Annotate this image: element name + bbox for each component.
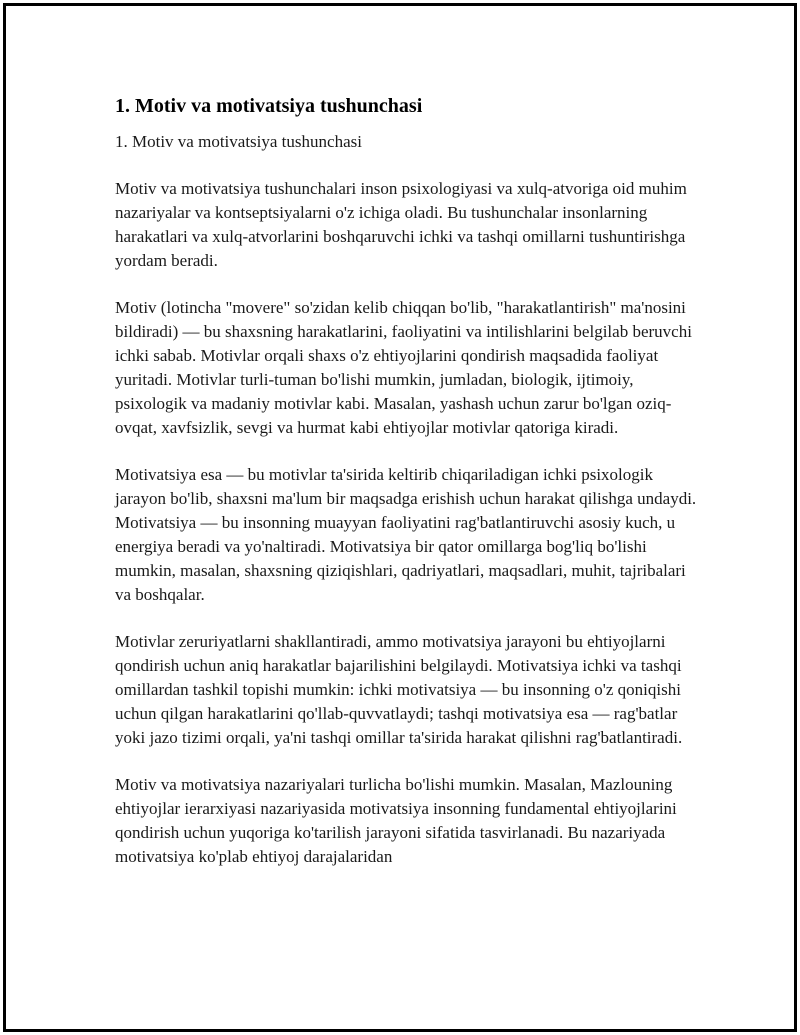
document-body <box>115 92 700 892</box>
section-subheading: 1. Motiv va motivatsiya tushunchasi <box>115 132 362 151</box>
paragraph-1: Motiv va motivatsiya tushunchalari inson psixologiyasi va xulq-atvoriga oid muhim nazariyalar va kontseptsiyalarni o'z ichiga oladi. Bu tushunchalar insonlarning harakatlari va xulq-atvorlarini boshqaruvchi ichki va tashqi omillarni tushuntirishga yordam beradi. <box>115 179 687 271</box>
paragraph-5: Motiv va motivatsiya nazariyalari turlicha bo'lishi mumkin. Masalan, Mazlouning ehtiyojlar ierarxiyasi nazariyasida motivatsiya insonning fundamental ehtiyojlarini qondirish uchun yuqoriga ko'tarilish jarayoni sifatida tasvirlanadi. Bu nazariyada motivatsiya ko'plab ehtiyoj darajalaridan <box>115 774 677 867</box>
paragraph-4: Motivlar zeruriyatlarni shakllantiradi, ammo motivatsiya jarayoni bu ehtiyojlarni qondirish uchun aniq harakatlar bajarilishini belgilaydi. Motivatsiya ichki va tashqi omillardan tashkil topishi mumkin: ichki motivatsiya — bu insonning o'z qoniqishi uchun qilgan harakatlarini qo'llab-quvvatlaydi; tashqi motivatsiya esa — rag'batlar yoki jazo tizimi orqali, ya'ni tashqi omillar ta'sirida harakat qilishni rag'batlantiradi. <box>115 632 683 748</box>
paragraph-2: Motiv (lotincha "movere" so'zidan kelib chiqqan bo'lib, "harakatlantirish" ma'nosini bildiradi) — bu shaxsning harakatlarini, faoliyatini va intilishlarini belgilab beruvchi ichki sabab. Motivlar orqali shaxs o'z ehtiyojlarini qondirish maqsadida faoliyat yuritadi. Motivlar turli-tuman bo'lishi mumkin, jumladan, biologik, ijtimoiy, psixologik va madaniy motivlar kabi. Masalan, yashash uchun zarur bo'lgan oziq-ovqat, xavfsizlik, sevgi va hurmat kabi ehtiyojlar motivlar qatoriga kiradi. <box>115 297 692 438</box>
document-heading: 1. Motiv va motivatsiya tushunchasi <box>115 95 423 117</box>
paragraph-3: Motivatsiya esa — bu motivlar ta'sirida keltirib chiqariladigan ichki psixologik jarayon bo'lib, shaxsni ma'lum bir maqsadga erishish uchun harakat qilishga undaydi. Motivatsiya — bu insonning muayyan faoliyatini rag'batlantiruvchi asosiy kuch, u energiya beradi va yo'naltiradi. Motivatsiya bir qator omillarga bog'liq bo'lishi mumkin, masalan, shaxsning qiziqishlari, qadriyatlari, maqsadlari, muhit, tajribalari va boshqalar. <box>115 464 697 605</box>
